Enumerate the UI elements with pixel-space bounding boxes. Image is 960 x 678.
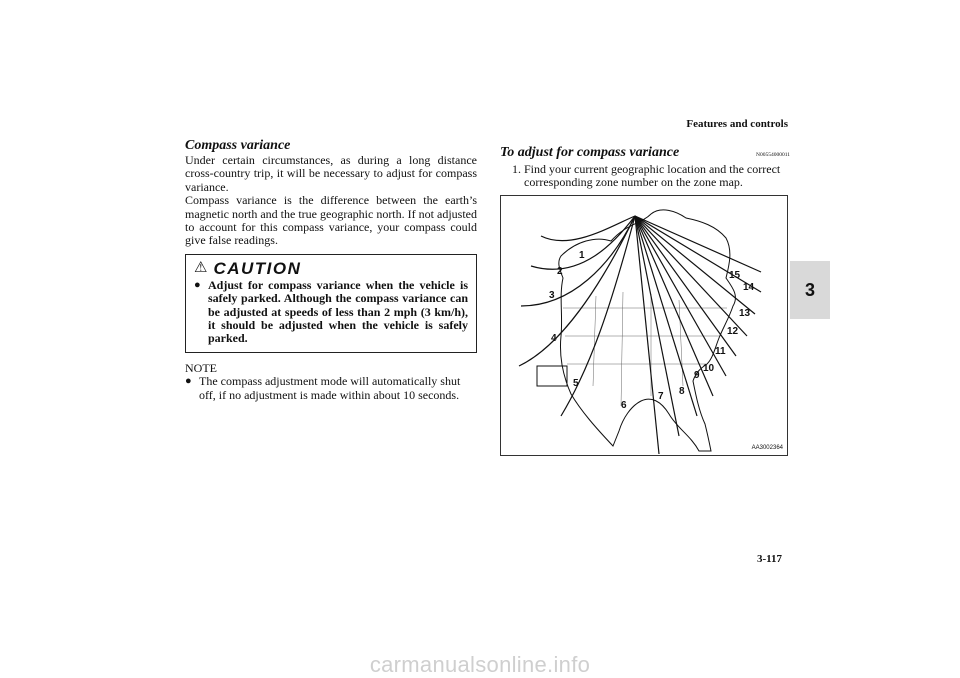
caution-text: Adjust for compass variance when the vehicle is safely parked. Although the compass variance can be adjusted at speeds of less than 2 mph (3 km/h), it should be adjusted when the vehicle is safely parked. <box>208 277 468 346</box>
note-label: NOTE <box>185 360 217 375</box>
zone-map-figure <box>500 195 788 456</box>
right-column <box>500 138 790 190</box>
zone-label: 7 <box>658 391 664 402</box>
caution-item <box>194 279 468 346</box>
page-number: 3-117 <box>757 553 783 565</box>
paragraph-1: Under certain circumstances, as during a long distance cross-country trip, it will be necessary to adjust for compass variance. <box>185 153 477 194</box>
warning-triangle-icon: ⚠ <box>194 260 208 277</box>
paragraph-2: Compass variance is the difference between the earth’s magnetic north and the true geographic north. If not adjusted to account for this compass variance, your compass could give false readings. <box>185 193 477 248</box>
subsection-header <box>500 138 790 161</box>
zone-label: 4 <box>551 333 557 344</box>
step-number: 1. <box>512 162 521 176</box>
zone-label: 9 <box>694 370 700 381</box>
zone-label: 5 <box>573 378 579 389</box>
zone-label: 11 <box>715 346 726 357</box>
bullet-icon: ● <box>185 375 192 388</box>
zone-label: 10 <box>703 363 715 374</box>
bullet-icon: ● <box>194 278 201 291</box>
zone-label: 6 <box>621 400 627 411</box>
zone-label: 12 <box>727 326 739 337</box>
zone-label: 1 <box>579 250 585 261</box>
zone-label: 14 <box>743 282 755 293</box>
caution-title: CAUTION <box>213 258 302 278</box>
caution-header <box>194 259 468 279</box>
reference-code: N00554000011 <box>755 152 790 158</box>
left-column <box>185 138 477 402</box>
step-text: Find your current geographic location and the correct corresponding zone number on the zone map. <box>524 162 781 190</box>
note-item <box>185 375 477 402</box>
zone-label: 15 <box>729 270 741 281</box>
step-1 <box>512 163 790 190</box>
zone-label: 2 <box>557 266 563 277</box>
zone-label: 13 <box>739 308 751 319</box>
zone-label: 8 <box>679 386 685 397</box>
watermark: carmanualsonline.info <box>369 652 591 677</box>
running-header: Features and controls <box>686 118 788 130</box>
section-title: Compass variance <box>185 138 291 153</box>
chapter-tab: 3 <box>790 261 830 319</box>
zone-label: 3 <box>549 290 555 301</box>
zone-map-illustration <box>501 196 787 455</box>
figure-code: AA3002364 <box>751 445 783 451</box>
note-text: The compass adjustment mode will automatically shut off, if no adjustment is made within about 10 seconds. <box>199 374 461 402</box>
subsection-title: To adjust for compass variance <box>500 145 680 160</box>
caution-box <box>185 254 477 353</box>
